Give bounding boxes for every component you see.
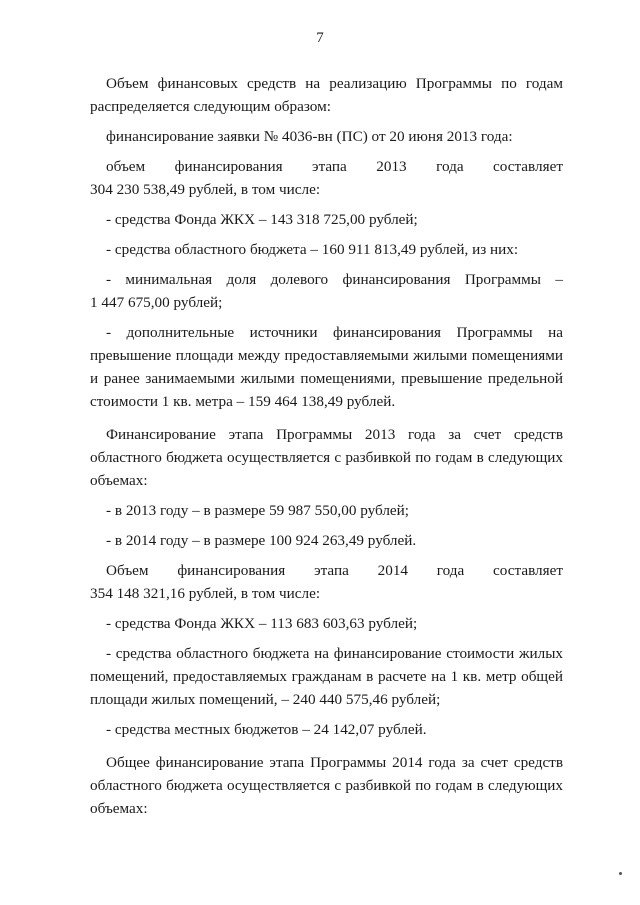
spread-line-2014 [90,559,563,582]
list-item-regional-2013: - средства областного бюджета – 160 911 813,49 рублей, из них: [106,241,519,258]
paragraph-stage-2013 [90,155,563,201]
list-item-fund-2013: - средства Фонда ЖКХ – 143 318 725,00 рублей; [106,211,418,228]
word: финансирования [342,271,451,288]
document-body [90,72,563,820]
word: - [106,271,112,288]
stage-2014-amount: 354 148 321,16 рублей, в том числе: [90,585,321,602]
word: года [436,158,464,175]
stage-2013-amount: 304 230 538,49 рублей, в том числе: [90,181,321,198]
page-number: 7 [316,30,324,46]
paragraph-stage-2014 [90,559,563,605]
paragraph-intro: Объем финансовых средств на реализацию Программы по годам распределяется следующим образом: [90,75,563,115]
spread-line-2013 [90,155,563,178]
list-item-regional-2014: - средства областного бюджета на финансирование стоимости жилых помещений, предоставляемых гражданам в расчете на 1 кв. метр общей площади жилых помещений, – 240 440 575,46 рублей; [90,645,563,708]
paragraph-application: финансирование заявки № 4036-вн (ПС) от 20 июня 2013 года: [106,128,513,145]
word: минимальная [125,271,213,288]
word: – [555,271,563,288]
word: этапа [312,158,347,175]
word: составляет [493,158,563,175]
list-item-year-2014: - в 2014 году – в размере 100 924 263,49 рублей. [106,532,417,549]
list-item-additional-sources: - дополнительные источники финансирования Программы на превышение площади между предоставляемыми жилыми помещениями и ранее занимаемыми жилыми помещениями, превышение предельной стоимости 1 кв. метра – 159 464 138,49 рублей. [90,324,563,410]
list-item-local-2014: - средства местных бюджетов – 24 142,07 рублей. [106,721,427,738]
word: финансирования [174,158,283,175]
word: составляет [493,562,563,579]
word: года [436,562,465,579]
paragraph-financing-2013: Финансирование этапа Программы 2013 года за счет средств областного бюджета осуществляется с разбивкой по годам в следующих объемах: [90,426,563,489]
word: 2014 [377,562,408,579]
paragraph-min-share [90,268,563,314]
paragraph-financing-2014: Общее финансирование этапа Программы 2014 года за счет средств областного бюджета осуществляется с разбивкой по годам в следующих объемах: [90,754,563,817]
list-item-year-2013: - в 2013 году – в размере 59 987 550,00 рублей; [106,502,410,519]
scan-mark [619,872,622,875]
word: Программы [464,271,541,288]
min-share-amount: 1 447 675,00 рублей; [90,294,223,311]
word: финансирования [177,562,286,579]
word: объем [106,158,146,175]
word: доля [226,271,257,288]
word: Объем [106,562,149,579]
word: долевого [270,271,329,288]
word: 2013 [376,158,407,175]
list-item-fund-2014: - средства Фонда ЖКХ – 113 683 603,63 рублей; [106,615,418,632]
spread-line-min-share [90,268,563,291]
word: этапа [314,562,349,579]
